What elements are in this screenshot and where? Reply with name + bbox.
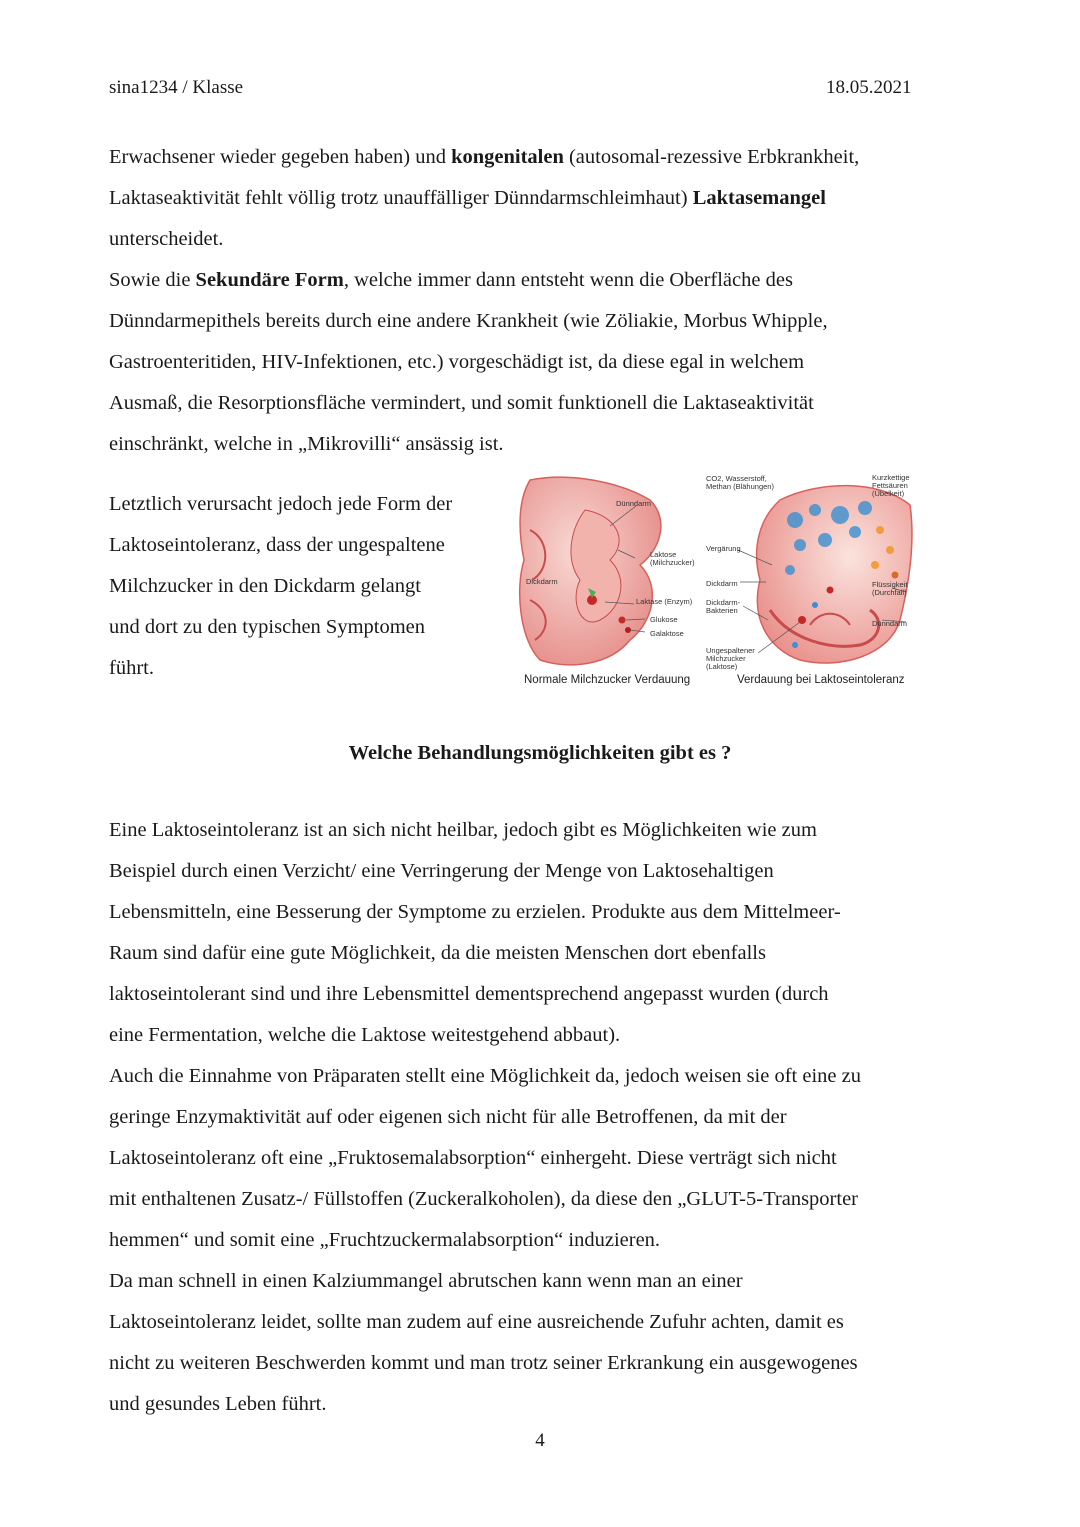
label-duenndarm-right: Dünndarm [872,619,908,628]
label-bakterien: Dickdarm- Bakterien [706,598,741,615]
label-dickdarm-right: Dickdarm [706,579,738,588]
section-title: Welche Behandlungsmöglichkeiten gibt es ? [348,742,732,764]
intro-line-5: Dünndarmepithels bereits durch eine andere Krankheit (wie Zöliakie, Morbus Whipple, [109,310,828,332]
body-line-8: geringe Enzymaktivität auf oder eigenen sich nicht für alle Betroffenen, da mit der [109,1106,787,1128]
gas-bubble [787,512,803,528]
intro-line-1: Erwachsener wieder gegeben haben) und kongenitalen (autosomal-rezessive Erbkrankheit, [109,146,860,168]
label-ungespalten: Ungespaltener Milchzucker (Laktose) [706,646,755,671]
intro-line-4: Sowie die Sekundäre Form, welche immer dann entsteht wenn die Oberfläche des [109,269,793,291]
body-line-5: laktoseintolerant sind und ihre Lebensmittel dementsprechend angepasst wurden (durch [109,983,829,1005]
body-line-12: Da man schnell in einen Kalziummangel abrutschen kann wenn man an einer [109,1270,743,1292]
gas-bubble [794,539,806,551]
label-dickdarm: Dickdarm [526,577,558,586]
intro-paragraph [109,137,929,465]
left-intestine-lumen [571,510,621,622]
body-line-1: Eine Laktoseintoleranz ist an sich nicht heilbar, jedoch gibt es Möglichkeiten wie zum [109,819,817,841]
gas-bubble [818,533,832,547]
gas-bubble [809,504,821,516]
label-duenndarm: Dünndarm [616,499,652,508]
label-galaktose: Galaktose [650,629,684,638]
page-number: 4 [535,1430,545,1451]
body-paragraph [109,810,929,1425]
side-line-2: Laktoseintoleranz, dass der ungespaltene [109,534,445,556]
label-glukose: Glukose [650,615,678,624]
fluid-drop [892,572,899,579]
caption-intolerance: Verdauung bei Laktoseintoleranz [737,674,905,686]
label-laktase: Laktase (Enzym) [636,597,693,606]
intro-line-7: Ausmaß, die Resorptionsfläche vermindert, und somit funktionell die Laktaseaktivität [109,392,814,414]
body-line-2: Beispiel durch einen Verzicht/ eine Verringerung der Menge von Laktosehaltigen [109,860,774,882]
fatty-acid-drop [876,526,884,534]
lactose-dot [827,587,834,594]
intro-line-2: Laktaseaktivität fehlt völlig trotz unauffälliger Dünndarmschleimhaut) Laktasemangel [109,187,826,209]
intro-line-8: einschränkt, welche in „Mikrovilli“ ansässig ist. [109,433,504,455]
body-line-7: Auch die Einnahme von Präparaten stellt eine Möglichkeit da, jedoch weisen sie oft eine zu [109,1065,861,1087]
intro-line-3: unterscheidet. [109,228,224,250]
label-fluessigkeit: Flüssigkeit (Durchfall) [872,580,908,597]
label-vergaerung: Vergärung [706,544,741,553]
side-paragraph [109,484,509,689]
glukose-dot [619,617,626,624]
gas-bubble [858,501,872,515]
side-line-5: führt. [109,657,154,679]
body-line-15: und gesundes Leben führt. [109,1393,327,1415]
body-line-4: Raum sind dafür eine gute Möglichkeit, da die meisten Menschen dort ebenfalls [109,942,766,964]
body-line-6: eine Fermentation, welche die Laktose weitestgehend abbaut). [109,1024,621,1046]
label-fettsaeuren: Kurzkettige Fettsäuren (Übelkeit) [872,473,910,498]
digestion-figure [510,470,920,695]
label-laktose: Laktose (Milchzucker) [650,550,695,567]
header-date: 18.05.2021 [826,77,912,98]
side-line-4: und dort zu den typischen Symptomen [109,616,425,638]
fatty-acid-drop [886,546,894,554]
label-co2: CO2, Wasserstoff, Methan (Blähungen) [706,474,774,491]
side-line-1: Letztlich verursacht jedoch jede Form der [109,493,453,515]
body-line-9: Laktoseintoleranz oft eine „Fruktosemalabsorption“ einhergeht. Diese verträgt sich nicht [109,1147,837,1169]
fatty-acid-drop [871,561,879,569]
intro-line-6: Gastroenteritiden, HIV-Infektionen, etc.) vorgeschädigt ist, da diese egal in welchem [109,351,805,373]
side-line-3: Milchzucker in den Dickdarm gelangt [109,575,421,597]
caption-normal: Normale Milchzucker Verdauung [524,674,691,686]
body-line-13: Laktoseintoleranz leidet, sollte man zudem auf eine ausreichende Zufuhr achten, damit es [109,1311,844,1333]
header-author: sina1234 / Klasse [109,77,244,98]
body-line-11: hemmen“ und somit eine „Fruchtzuckermalabsorption“ induzieren. [109,1229,661,1251]
gas-bubble [785,565,795,575]
body-line-14: nicht zu weiteren Beschwerden kommt und man trotz seiner Erkrankung ein ausgewogenes [109,1352,858,1374]
body-line-10: mit enthaltenen Zusatz-/ Füllstoffen (Zuckeralkoholen), da diese den „GLUT-5-Transporter [109,1188,858,1210]
gas-bubble [831,506,849,524]
bacteria-dot [812,602,818,608]
body-line-3: Lebensmitteln, eine Besserung der Symptome zu erzielen. Produkte aus dem Mittelmeer- [109,901,841,923]
gas-bubble [849,526,861,538]
bacteria-dot [792,642,798,648]
